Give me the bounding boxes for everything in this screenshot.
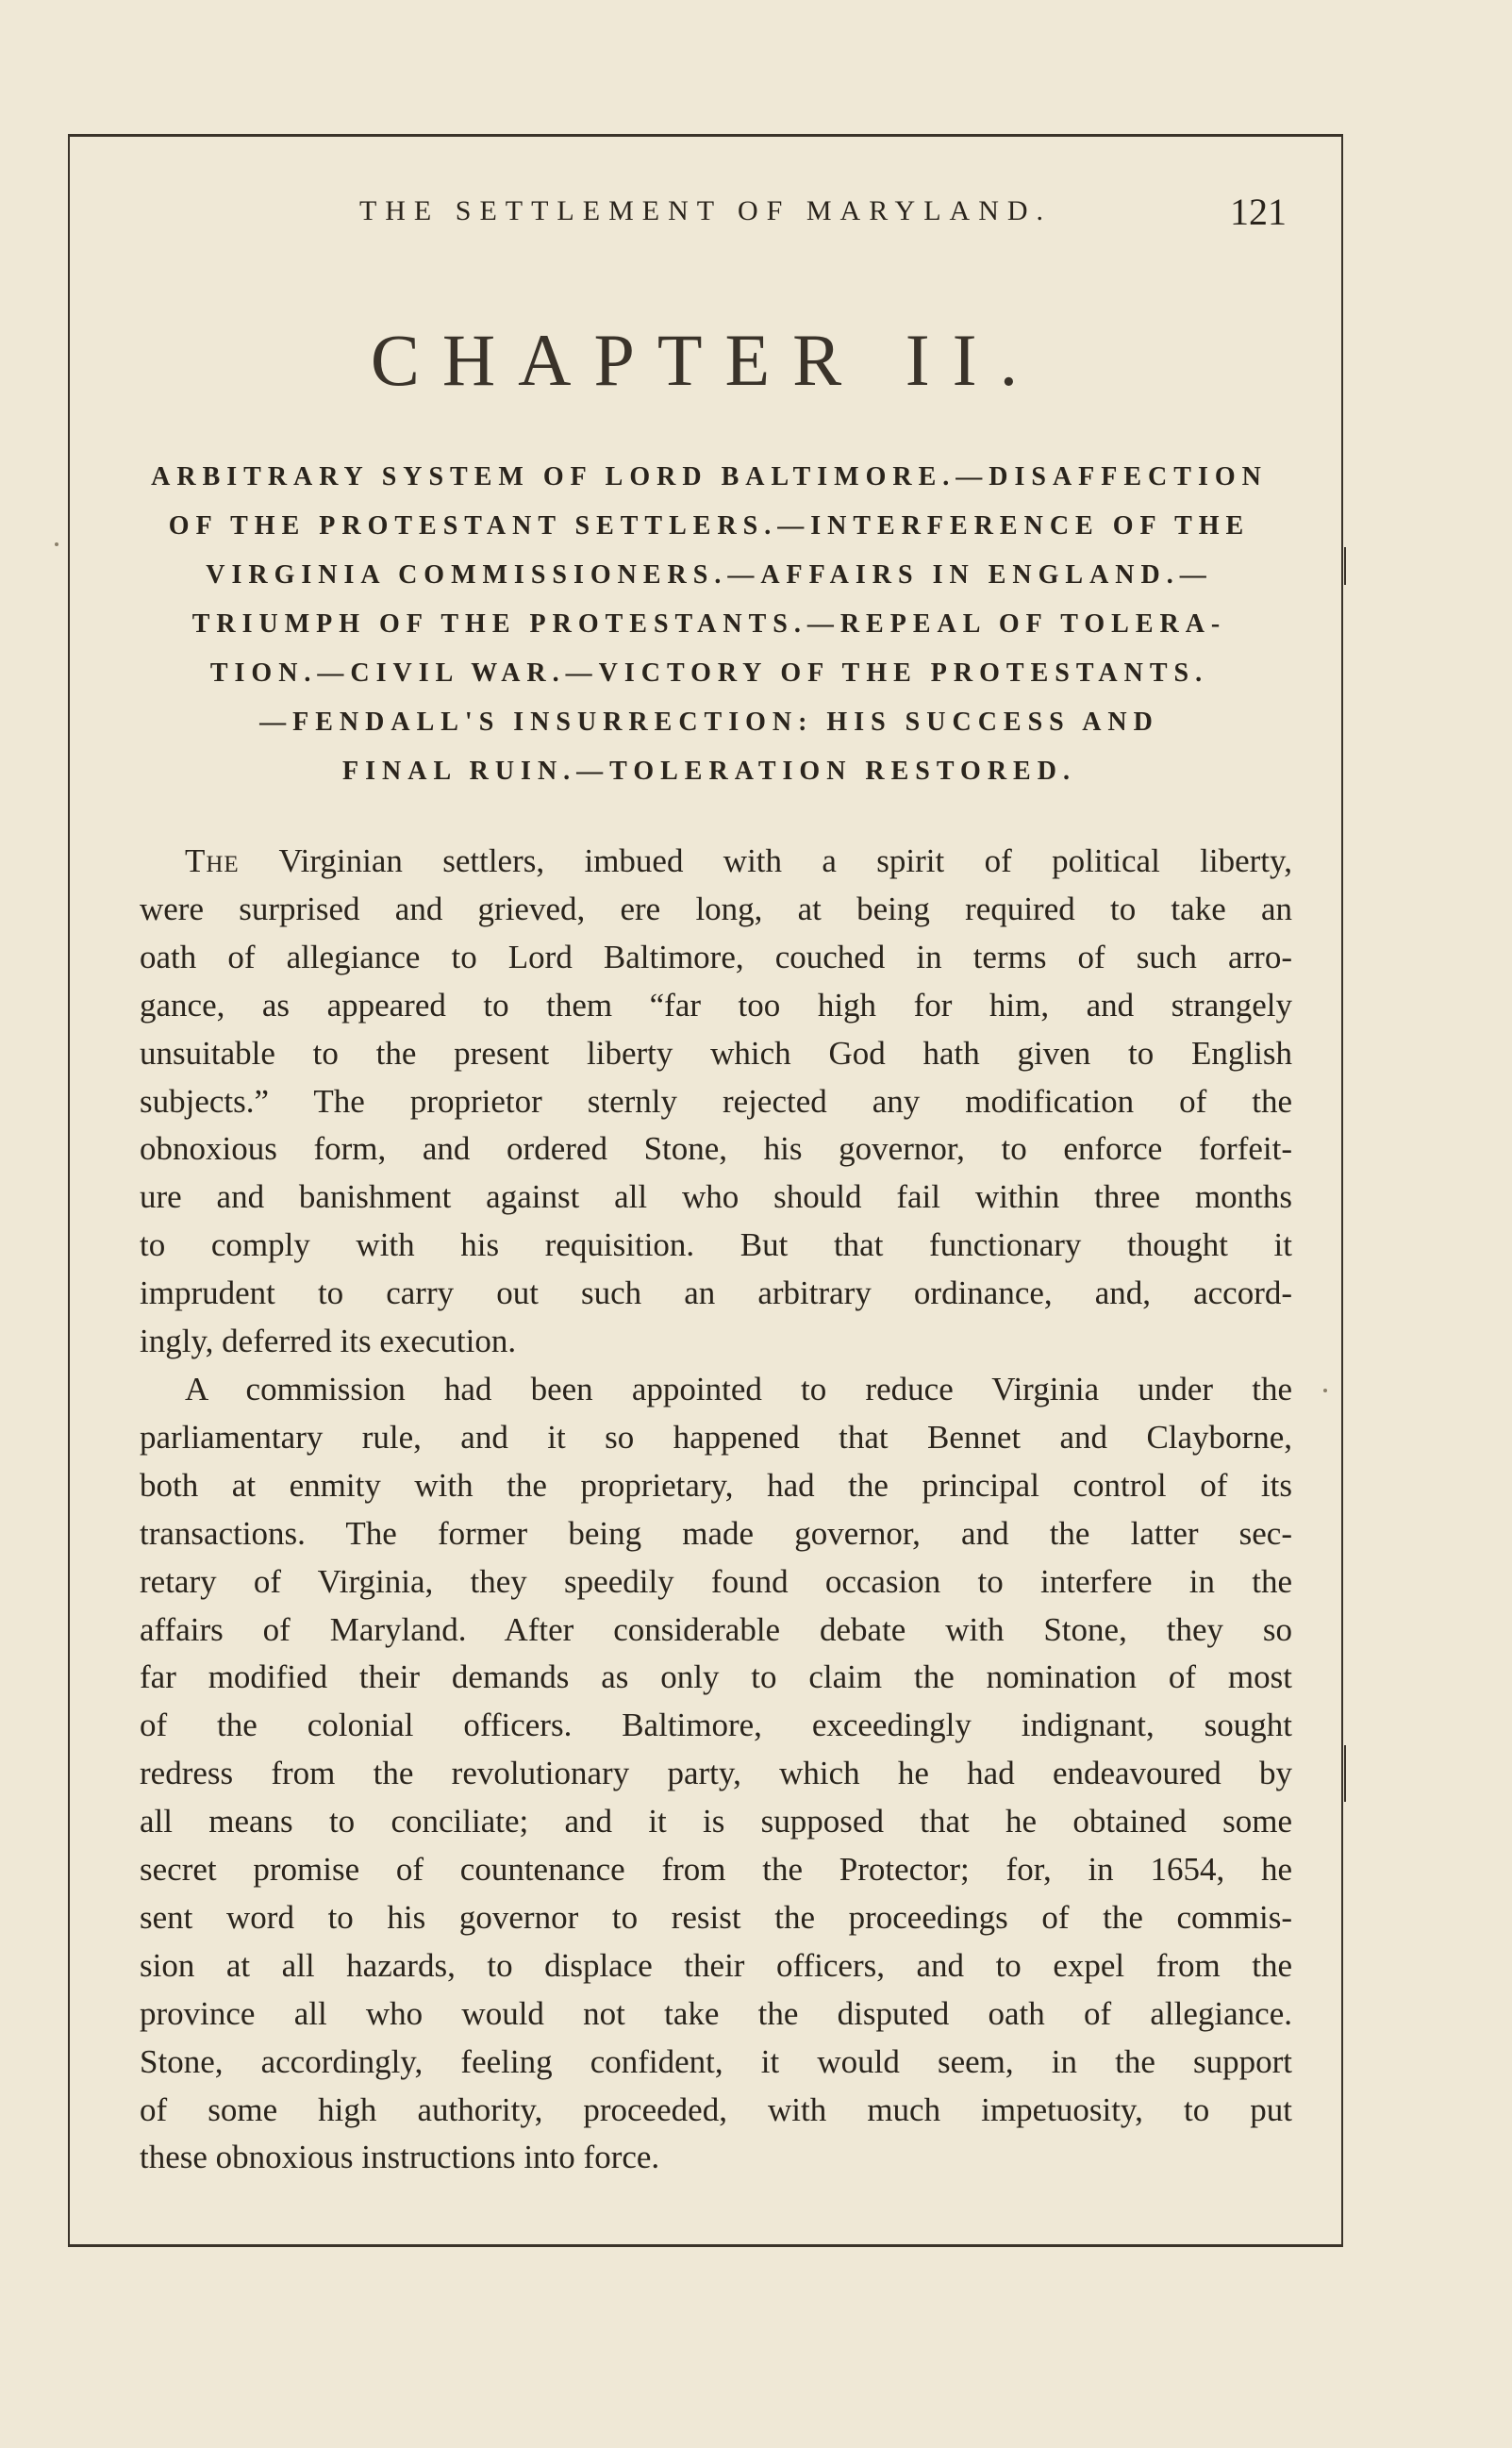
paragraph-2-line: these obnoxious instructions into force.	[140, 2139, 660, 2176]
synopsis-line: —FENDALL'S INSURRECTION: HIS SUCCESS AND	[259, 708, 1159, 737]
paragraph-2-line: affairs of Maryland. After considerable debate with Stone, they so	[140, 1610, 1292, 1648]
paragraph-2-line: sion at all hazards, to displace their officers, and to expel from the	[140, 1946, 1292, 1984]
margin-speck	[55, 542, 58, 546]
page-number: 121	[1230, 191, 1287, 233]
paragraph-2-line: both at enmity with the proprietary, had the principal control of its	[140, 1466, 1292, 1504]
paragraph-1-line: obnoxious form, and ordered Stone, his governor, to enforce forfeit-	[140, 1130, 1292, 1168]
paragraph-1-line: gance, as appeared to them “far too high for him, and strangely	[140, 986, 1292, 1024]
paragraph-1-line: oath of allegiance to Lord Baltimore, couched in terms of such arro-	[140, 938, 1292, 975]
paragraph-2-line: province all who would not take the disputed oath of allegiance.	[140, 1994, 1292, 2032]
edge-mark	[1344, 1745, 1346, 1802]
paragraph-1-line: to comply with his requisition. But that functionary thought it	[140, 1226, 1292, 1264]
edge-mark	[1344, 547, 1346, 585]
paragraph-2-line: sent word to his governor to resist the proceedings of the commis-	[140, 1898, 1292, 1936]
paragraph-2-line: Stone, accordingly, feeling confident, it would seem, in the support	[140, 2042, 1292, 2080]
paragraph-2-line: redress from the revolutionary party, which he had endeavoured by	[140, 1755, 1292, 1792]
page-frame	[68, 134, 1343, 2247]
paragraph-2-line: all means to conciliate; and it is supposed that he obtained some	[140, 1803, 1292, 1840]
margin-speck	[1323, 1389, 1327, 1392]
paragraph-1-line: subjects.” The proprietor sternly rejected any modification of the	[140, 1082, 1292, 1120]
paragraph-1-line: unsuitable to the present liberty which God hath given to English	[140, 1034, 1292, 1072]
running-head	[70, 191, 1341, 242]
chapter-synopsis	[128, 453, 1290, 796]
body-text	[140, 838, 1292, 2182]
chapter-heading: CHAPTER II.	[370, 319, 1041, 401]
paragraph-2-line: of some high authority, proceeded, with much impetuosity, to put	[140, 2090, 1292, 2128]
synopsis-line: TION.—CIVIL WAR.—VICTORY OF THE PROTESTANTS.	[209, 658, 1209, 688]
paragraph-1-line: ure and banishment against all who should fail within three months	[140, 1178, 1292, 1216]
drop-word: The	[185, 842, 240, 879]
synopsis-line: OF THE PROTESTANT SETTLERS.—INTERFERENCE OF THE	[168, 511, 1251, 541]
paragraph-2-line: of the colonial officers. Baltimore, exceedingly indignant, sought	[140, 1707, 1292, 1744]
paragraph-2-line: transactions. The former being made governor, and the latter sec-	[140, 1514, 1292, 1552]
paragraph-1-line: imprudent to carry out such an arbitrary ordinance, and, accord-	[140, 1274, 1292, 1312]
paragraph-2-line: retary of Virginia, they speedily found occasion to interfere in the	[140, 1562, 1292, 1600]
paragraph-2-line: parliamentary rule, and it so happened that Bennet and Clayborne,	[140, 1418, 1292, 1456]
paragraph-2-line: far modified their demands as only to claim the nomination of most	[140, 1658, 1292, 1696]
paragraph-1-line-rest: Virginian settlers, imbued with a spirit of political liberty,	[278, 842, 1292, 879]
paragraph-1-line: ingly, deferred its execution.	[140, 1323, 517, 1360]
paragraph-1-line: were surprised and grieved, ere long, at being required to take an	[140, 890, 1292, 927]
synopsis-line: ARBITRARY SYSTEM OF LORD BALTIMORE.—DISAFFECTION	[151, 462, 1268, 491]
synopsis-line: VIRGINIA COMMISSIONERS.—AFFAIRS IN ENGLAND.—	[206, 560, 1213, 590]
paragraph-2-line: A commission had been appointed to reduce Virginia under the	[185, 1370, 1292, 1407]
synopsis-line: TRIUMPH OF THE PROTESTANTS.—REPEAL OF TOLERA-	[191, 609, 1227, 639]
paragraph-2-line: secret promise of countenance from the Protector; for, in 1654, he	[140, 1851, 1292, 1889]
running-title: THE SETTLEMENT OF MARYLAND.	[358, 195, 1053, 226]
synopsis-line: FINAL RUIN.—TOLERATION RESTORED.	[342, 757, 1076, 786]
paragraph-1-line	[140, 838, 1292, 886]
